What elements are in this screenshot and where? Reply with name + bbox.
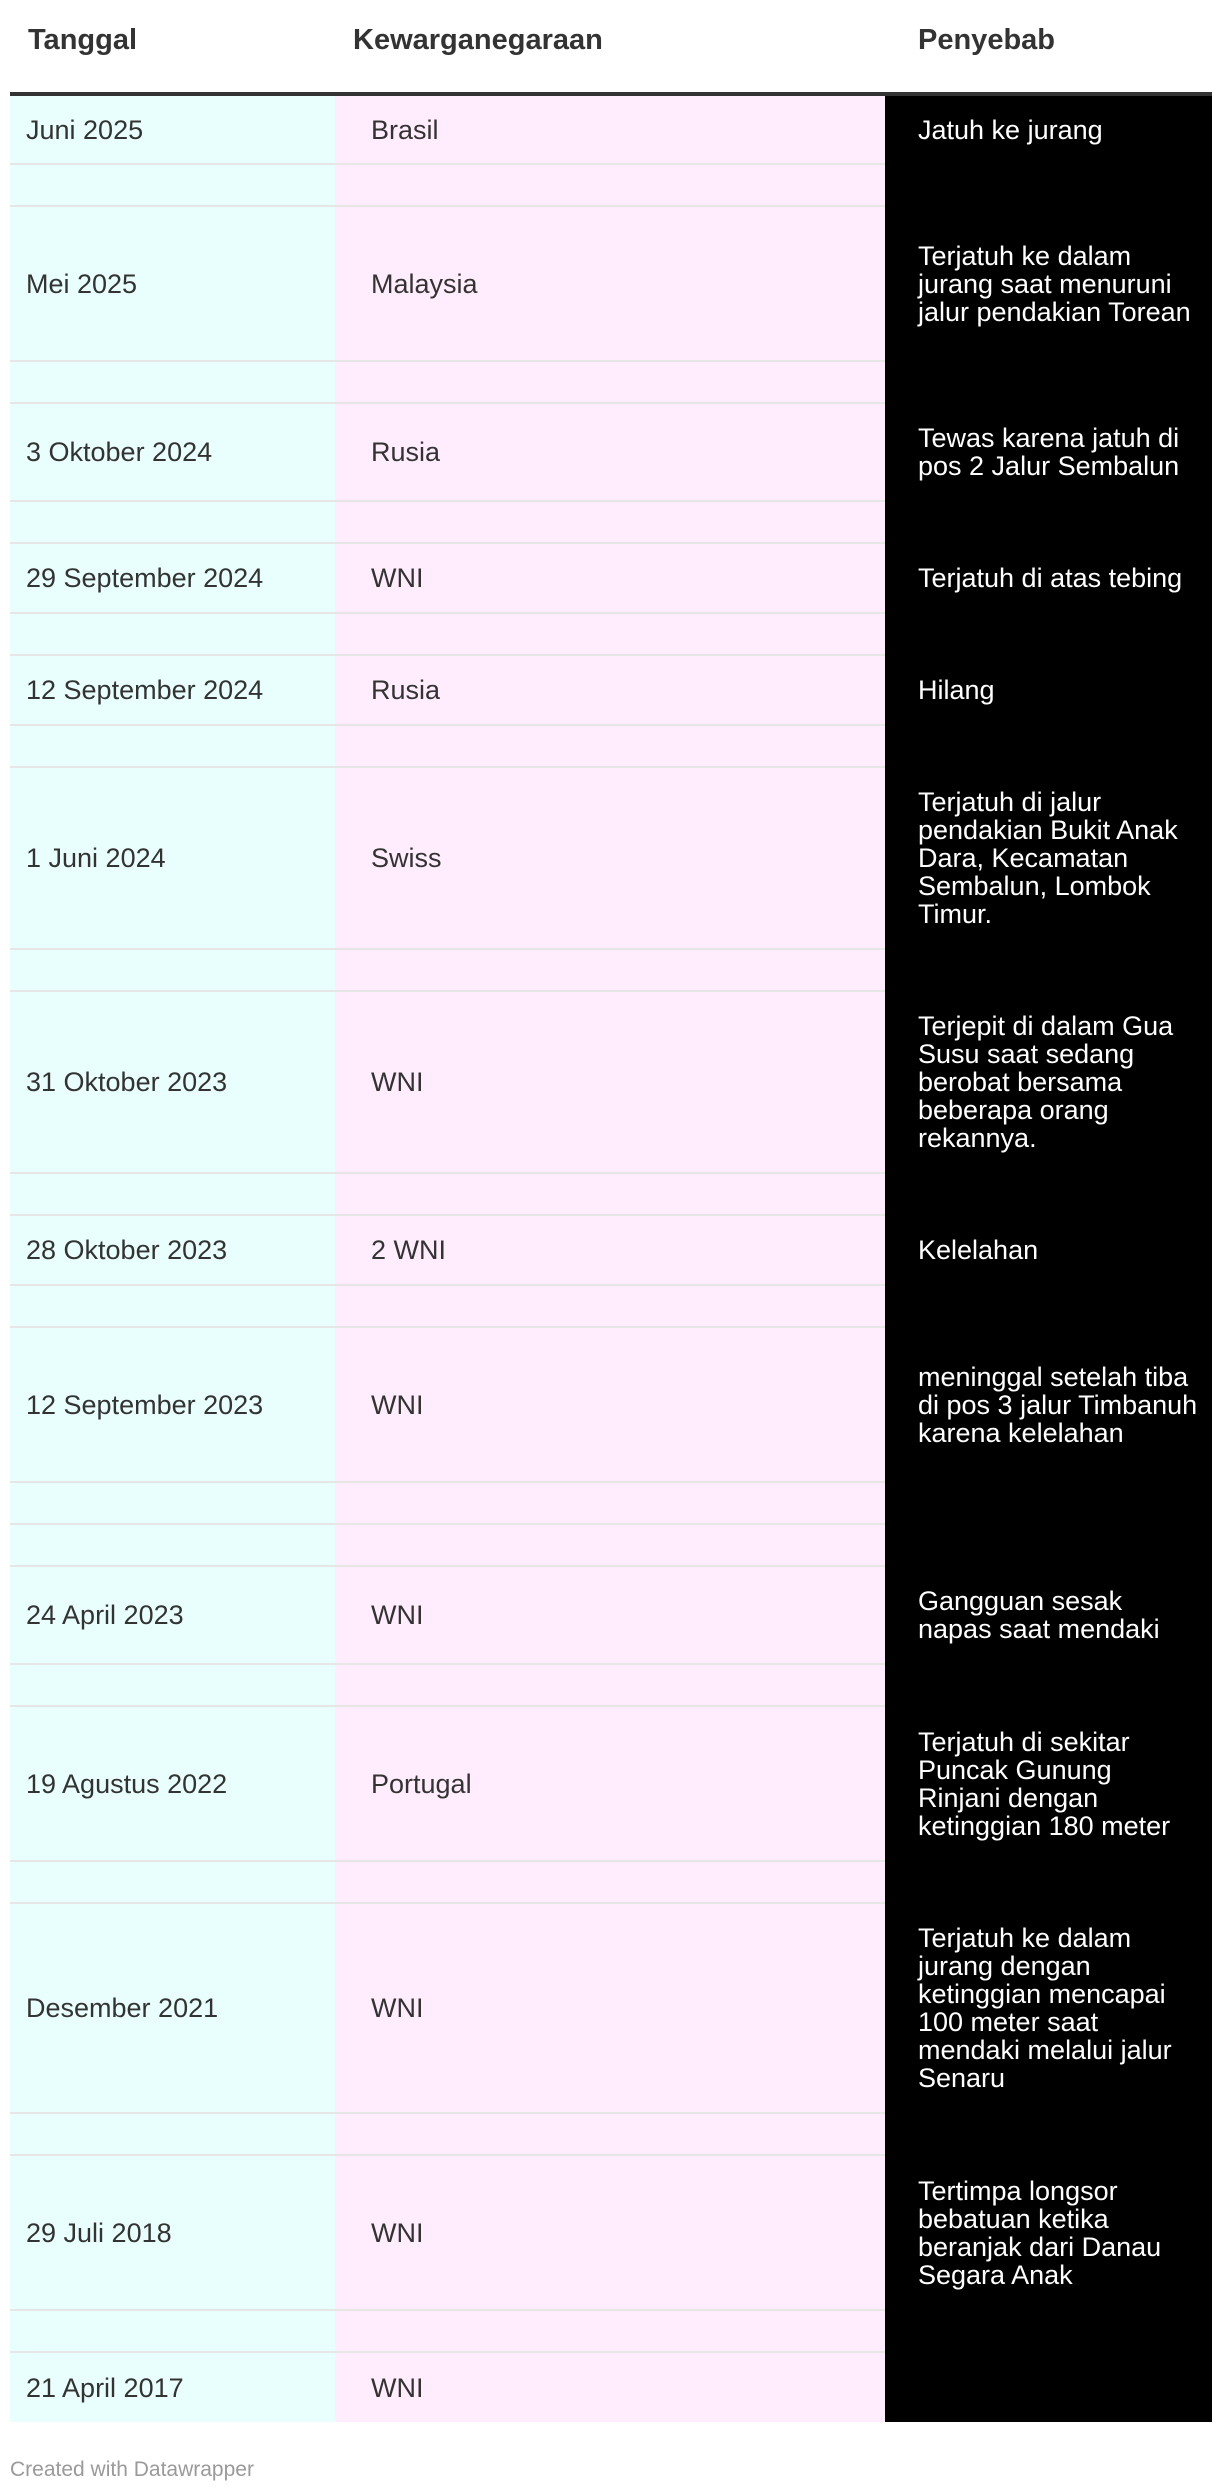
nationality-cell: WNI bbox=[335, 1327, 885, 1482]
cause-cell: Terjatuh di jalur pendakian Bukit Anak Dara, Kecamatan Sembalun, Lombok Timur. bbox=[885, 767, 1212, 949]
date-cell: 31 Oktober 2023 bbox=[10, 991, 335, 1173]
table-row bbox=[10, 991, 1212, 1173]
nationality-cell: Portugal bbox=[335, 1706, 885, 1861]
date-cell: Mei 2025 bbox=[10, 206, 335, 361]
nationality-cell: Malaysia bbox=[335, 206, 885, 361]
date-cell: 12 September 2024 bbox=[10, 655, 335, 725]
table-row bbox=[10, 1215, 1212, 1285]
header-tanggal[interactable]: Tanggal bbox=[10, 0, 335, 94]
table-row bbox=[10, 1566, 1212, 1664]
table-row bbox=[10, 655, 1212, 725]
cause-cell: Terjepit di dalam Gua Susu saat sedang berobat bersama beberapa orang rekannya. bbox=[885, 991, 1212, 1173]
spacer-row bbox=[10, 613, 1212, 655]
cause-cell: Tewas karena jatuh di pos 2 Jalur Sembalun bbox=[885, 403, 1212, 501]
date-cell: 28 Oktober 2023 bbox=[10, 1215, 335, 1285]
spacer-row bbox=[10, 1664, 1212, 1706]
spacer-row bbox=[10, 1524, 1212, 1566]
nationality-cell: Swiss bbox=[335, 767, 885, 949]
header-kewarganegaraan[interactable]: Kewarganegaraan bbox=[335, 0, 885, 94]
date-cell: 1 Juni 2024 bbox=[10, 767, 335, 949]
spacer-row bbox=[10, 361, 1212, 403]
spacer-row bbox=[10, 1482, 1212, 1524]
spacer-row bbox=[10, 1285, 1212, 1327]
cause-cell: meninggal setelah tiba di pos 3 jalur Timbanuh karena kelelahan bbox=[885, 1327, 1212, 1482]
date-cell: 3 Oktober 2024 bbox=[10, 403, 335, 501]
header-penyebab[interactable]: Penyebab bbox=[885, 0, 1212, 94]
cause-cell: Hilang bbox=[885, 655, 1212, 725]
date-cell: 12 September 2023 bbox=[10, 1327, 335, 1482]
date-cell: Juni 2025 bbox=[10, 94, 335, 164]
spacer-row bbox=[10, 1173, 1212, 1215]
spacer-row bbox=[10, 949, 1212, 991]
table-row bbox=[10, 543, 1212, 613]
spacer-row bbox=[10, 725, 1212, 767]
table-row bbox=[10, 1706, 1212, 1861]
cause-cell: Gangguan sesak napas saat mendaki bbox=[885, 1566, 1212, 1664]
date-cell: Desember 2021 bbox=[10, 1903, 335, 2113]
spacer-row bbox=[10, 2310, 1212, 2352]
header-row bbox=[10, 0, 1212, 94]
data-table bbox=[10, 0, 1212, 2422]
nationality-cell: WNI bbox=[335, 1566, 885, 1664]
cause-cell: Terjatuh di sekitar Puncak Gunung Rinjani dengan ketinggian 180 meter bbox=[885, 1706, 1212, 1861]
date-cell: 19 Agustus 2022 bbox=[10, 1706, 335, 1861]
nationality-cell: WNI bbox=[335, 2155, 885, 2310]
date-cell: 21 April 2017 bbox=[10, 2352, 335, 2422]
cause-cell: Kelelahan bbox=[885, 1215, 1212, 1285]
table-row bbox=[10, 767, 1212, 949]
spacer-row bbox=[10, 164, 1212, 206]
nationality-cell: WNI bbox=[335, 1903, 885, 2113]
cause-cell bbox=[885, 2352, 1212, 2422]
spacer-row bbox=[10, 2113, 1212, 2155]
table-row bbox=[10, 94, 1212, 164]
table-row bbox=[10, 2352, 1212, 2422]
nationality-cell: WNI bbox=[335, 543, 885, 613]
date-cell: 29 Juli 2018 bbox=[10, 2155, 335, 2310]
nationality-cell: Rusia bbox=[335, 403, 885, 501]
table-row bbox=[10, 1903, 1212, 2113]
nationality-cell: WNI bbox=[335, 991, 885, 1173]
date-cell: 29 September 2024 bbox=[10, 543, 335, 613]
date-cell: 24 April 2023 bbox=[10, 1566, 335, 1664]
cause-cell: Jatuh ke jurang bbox=[885, 94, 1212, 164]
table-row bbox=[10, 403, 1212, 501]
cause-cell: Terjatuh ke dalam jurang dengan ketinggian mencapai 100 meter saat mendaki melalui jalur Senaru bbox=[885, 1903, 1212, 2113]
table-row bbox=[10, 2155, 1212, 2310]
nationality-cell: Brasil bbox=[335, 94, 885, 164]
cause-cell: Terjatuh ke dalam jurang saat menuruni jalur pendakian Torean bbox=[885, 206, 1212, 361]
nationality-cell: WNI bbox=[335, 2352, 885, 2422]
nationality-cell: 2 WNI bbox=[335, 1215, 885, 1285]
cause-cell: Terjatuh di atas tebing bbox=[885, 543, 1212, 613]
cause-cell: Tertimpa longsor bebatuan ketika beranjak dari Danau Segara Anak bbox=[885, 2155, 1212, 2310]
table-row bbox=[10, 1327, 1212, 1482]
nationality-cell: Rusia bbox=[335, 655, 885, 725]
table-row bbox=[10, 206, 1212, 361]
spacer-row bbox=[10, 1861, 1212, 1903]
spacer-row bbox=[10, 501, 1212, 543]
datawrapper-credit[interactable]: Created with Datawrapper bbox=[10, 2458, 254, 2481]
